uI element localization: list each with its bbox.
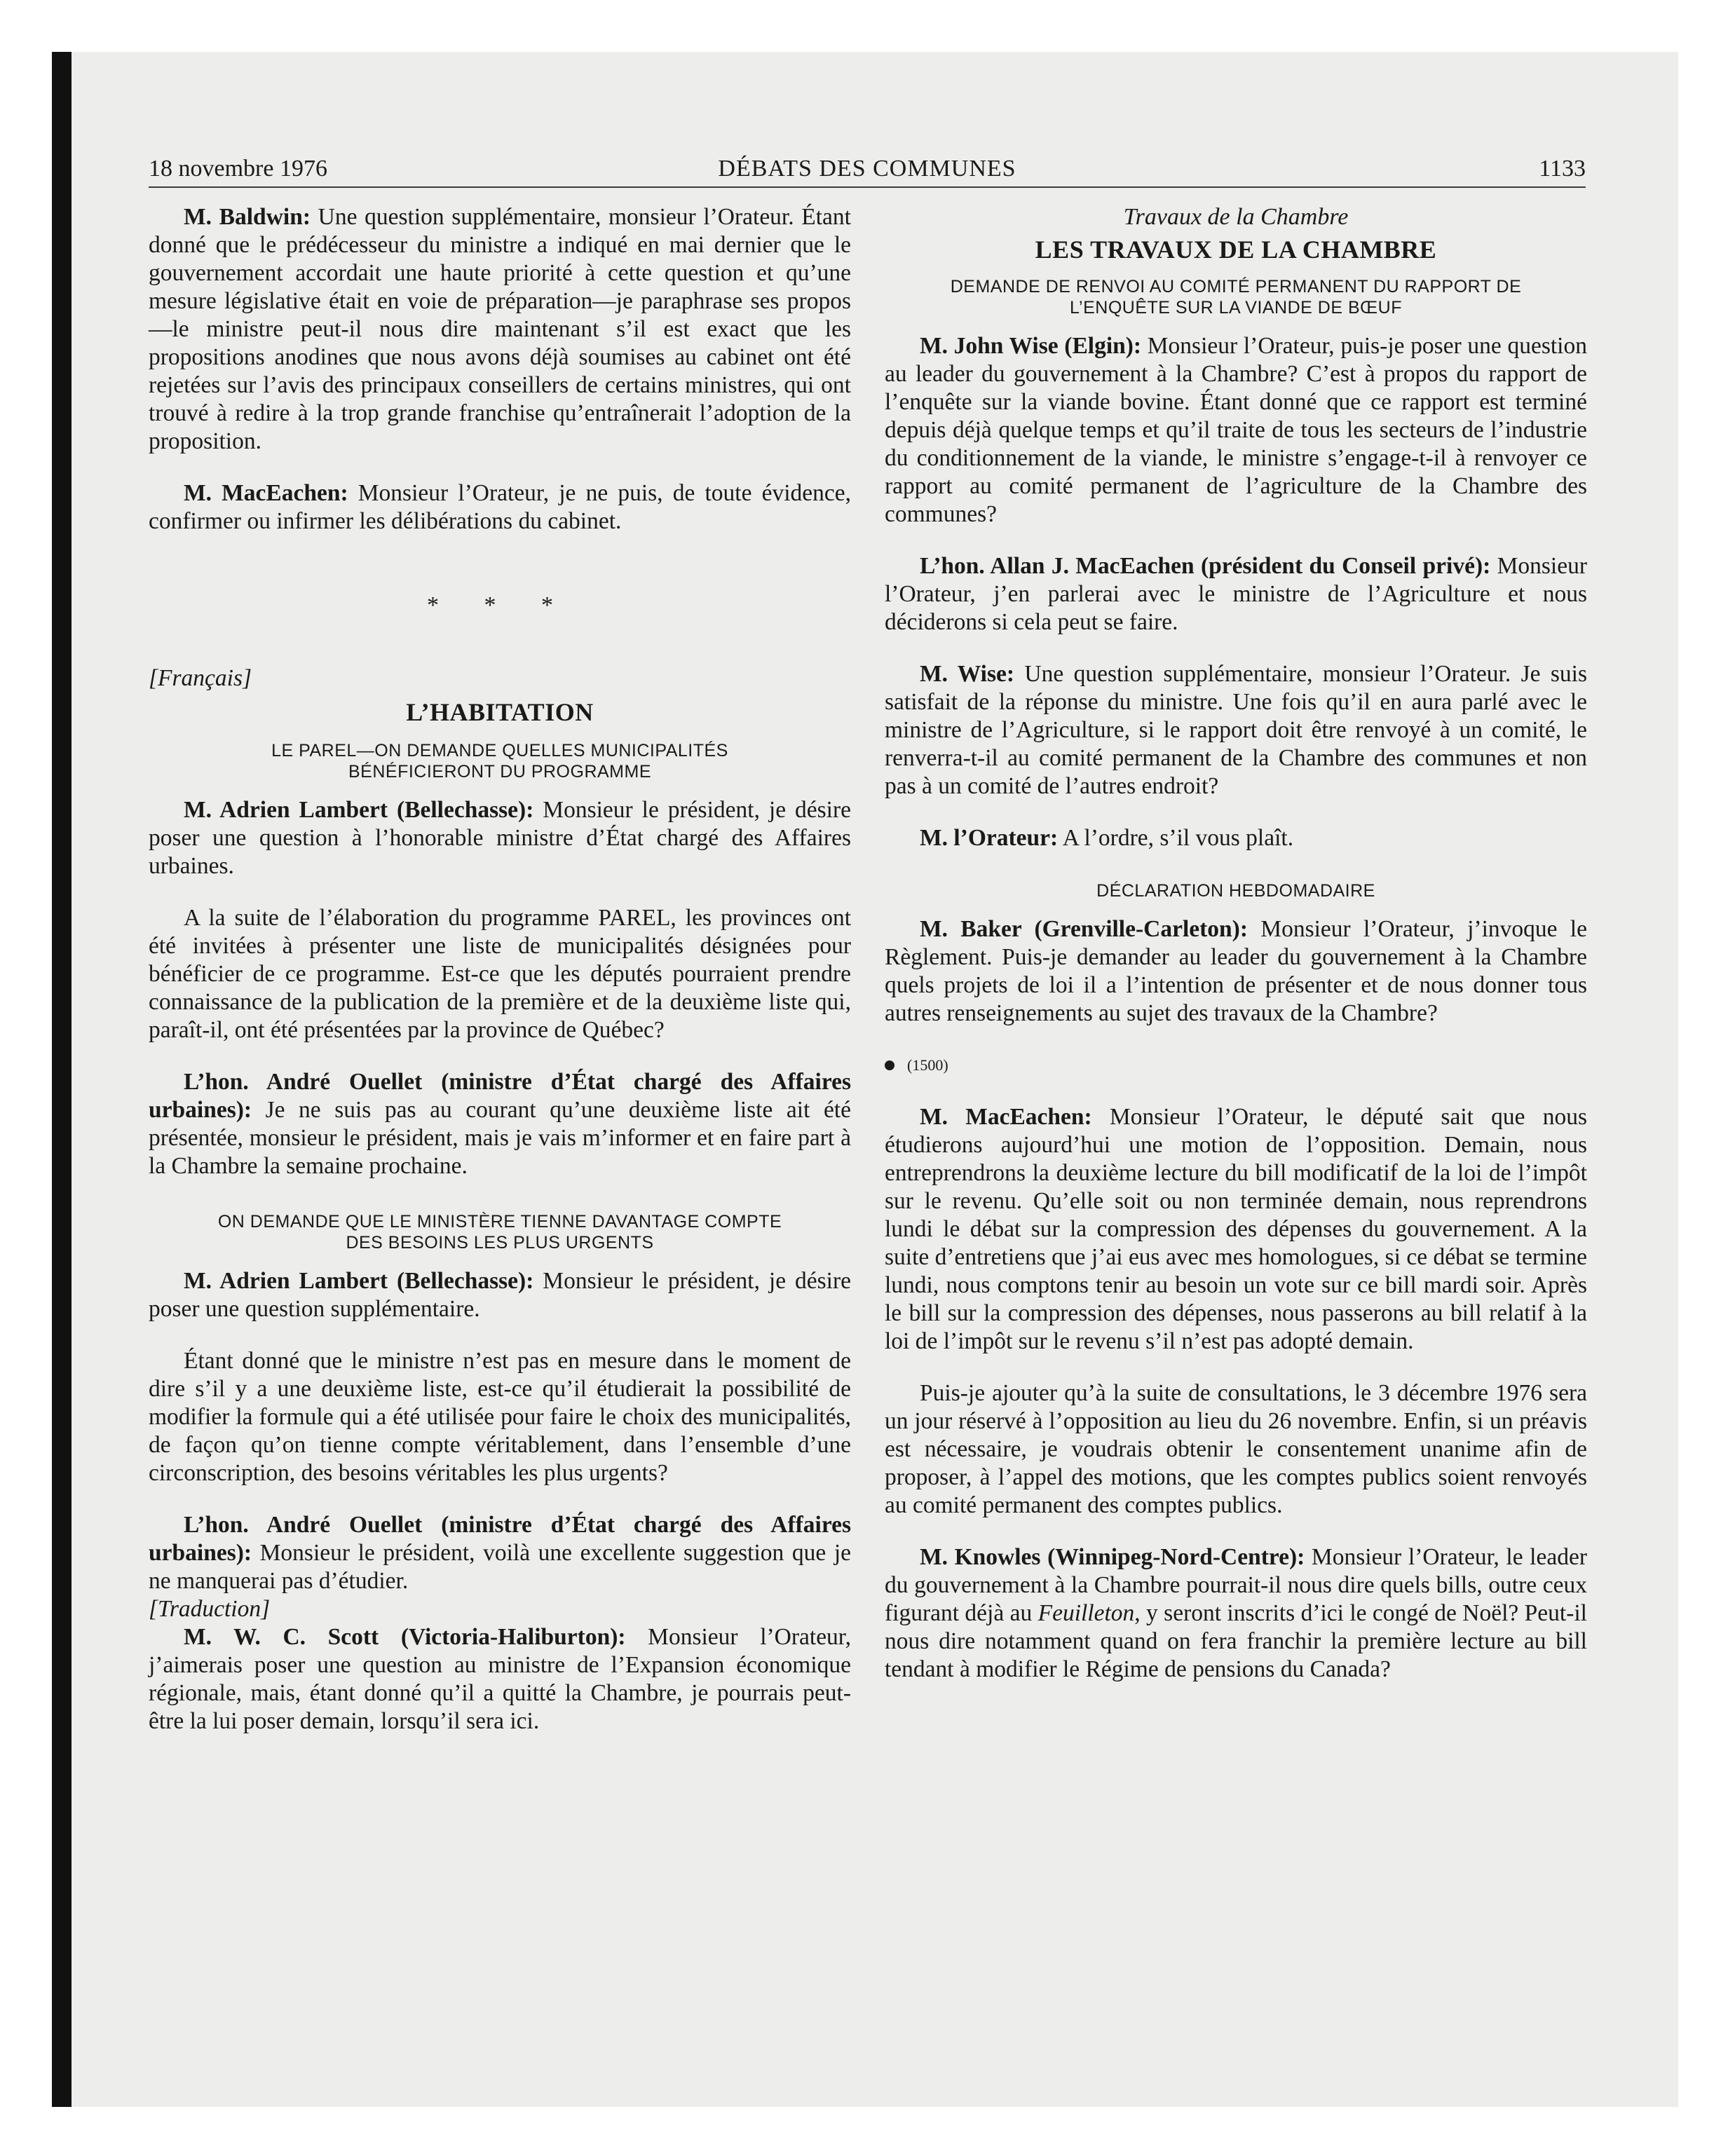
speech-text: Monsieur l’Orateur, puis-je poser une question au leader du gouvernement à la Chambre? C’est à propos du rapport de l’enquête sur la viande bovine. Étant donné que ce rapport est terminé depuis déjà quelque temps et qu’il traite de tous les secteurs de l’industrie du conditionnement de la viande, le ministre s’engage-t-il à renvoyer ce rapport au comité permanent de l’agriculture de la Chambre des communes? (885, 333, 1587, 527)
speaker: L’hon. André Ouellet (ministre d’État chargé des Affaires urbaines): (149, 1069, 851, 1123)
right-column (885, 203, 1587, 1684)
speaker: L’hon. André Ouellet (ministre d’État chargé des Affaires urbaines): (149, 1512, 851, 1566)
paragraph (885, 552, 1587, 636)
paragraph (149, 796, 851, 880)
language-tag: [Traduction] (149, 1596, 271, 1622)
paragraph: Puis-je ajouter qu’à la suite de consultations, le 3 décembre 1976 sera un jour réservé à l’opposition au lieu du 26 novembre. Enfin, si un préavis est nécessaire, je voudrais obtenir le consentement unanime afin de proposer, à l’appel des motions, que les comptes publics soient renvoyés au comité permanent des comptes publics. (885, 1380, 1587, 1518)
paragraph (885, 1103, 1587, 1356)
paragraph (885, 660, 1587, 800)
speech-text: Monsieur le président, je désire poser une question à l’honorable ministre d’État chargé des Affaires urbaines. (149, 797, 851, 879)
subsection-title-line: L’ENQUÊTE SUR LA VIANDE DE BŒUF (1070, 298, 1402, 318)
speaker: M. Baker (Grenville-Carleton): (920, 916, 1248, 942)
speaker: M. MacEachen: (920, 1104, 1092, 1130)
speech-text: Monsieur l’Orateur, je ne puis, de toute évidence, confirmer ou infirmer les délibérations du cabinet. (149, 480, 851, 534)
subsection-title-line: LE PAREL—ON DEMANDE QUELLES MUNICIPALITÉS (271, 741, 728, 760)
page-header (149, 156, 1586, 188)
speech-text: Monsieur l’Orateur, j’aimerais poser une question au ministre de l’Expansion économique régionale, mais, étant donné qu’il a quitté la Chambre, je pourrais peut-être la lui poser demain, lorsqu’il sera ici. (149, 1624, 851, 1734)
subsection-title-line: BÉNÉFICIERONT DU PROGRAMME (348, 762, 652, 782)
speech-text: Monsieur le président, je désire poser une question supplémentaire. (149, 1268, 851, 1322)
paragraph: Étant donné que le ministre n’est pas en mesure dans le moment de dire s’il y a une deuxième liste, est-ce qu’il étudierait la possibilité de modifier la formule qui a été utilisée pour faire le choix des municipalités, de façon qu’on tienne compte véritablement, dans l’ensemble d’une circonscription, des besoins véritables les plus urgents? (149, 1348, 851, 1486)
section-title: L’HABITATION (406, 698, 594, 726)
speaker: M. Knowles (Winnipeg-Nord-Centre): (920, 1544, 1305, 1570)
paragraph (149, 1623, 851, 1735)
section-title: LES TRAVAUX DE LA CHAMBRE (1035, 236, 1437, 264)
paragraph (885, 1543, 1587, 1684)
speech-text: Une question supplémentaire, monsieur l’Orateur. Étant donné que le prédécesseur du ministre a indiqué en mai dernier que le gouvernement accordait une haute priorité à cette question et qu’une mesure législative était en voie de préparation—je paraphrase ses propos—le ministre peut-il nous dire maintenant s’il est exact que les propositions anodines que nous avons déjà soumises au cabinet ont été rejetées sur l’avis des principaux conseillers de certains ministres, qui ont trouvé à redire à la trop grande franchise qu’entraînerait l’adoption de la proposition. (149, 204, 851, 454)
subsection-title: DÉCLARATION HEBDOMADAIRE (1096, 881, 1375, 901)
paragraph (149, 203, 851, 456)
rubric: Travaux de la Chambre (1123, 204, 1349, 230)
header-page-number: 1133 (1539, 156, 1586, 182)
speaker: L’hon. Allan J. MacEachen (président du Conseil privé): (920, 553, 1491, 579)
subsection-title-line: DEMANDE DE RENVOI AU COMITÉ PERMANENT DU RAPPORT DE (950, 277, 1522, 296)
left-column (149, 203, 851, 1735)
speech-text: Monsieur l’Orateur, le député sait que nous étudierons aujourd’hui une motion de l’opposition. Demain, nous entreprendrons la deuxième lecture du bill modificatif de la loi de l’impôt sur le revenu. Qu’elle soit ou non terminée demain, nous reprendrons lundi le débat sur la compression des dépenses du gouvernement. A la suite d’entretiens que j’ai eus avec mes homologues, si ce débat se termine lundi, nous comptons tenir au besoin un vote sur ce bill mardi soir. Après le bill sur la compression des dépenses, nous passerons au bill relatif à la loi de l’impôt sur le revenu s’il n’est pas adopté demain. (885, 1104, 1588, 1354)
speaker: M. Baldwin: (184, 204, 311, 230)
paragraph: A la suite de l’élaboration du programme PAREL, les provinces ont été invitées à présenter une liste de municipalités désignées pour bénéficier de ce programme. Est-ce que les députés pourraient prendre connaissance de la publication de la première et de la deuxième liste qui, paraît-il, ont été présentées par la province de Québec? (149, 905, 851, 1043)
language-tag: [Français] (149, 665, 252, 691)
speech-text: Une question supplémentaire, monsieur l’Orateur. Je suis satisfait de la réponse du ministre. Une fois qu’il en aura parlé avec le ministre de l’Agriculture, si le rapport doit être renvoyé à un comité, le renverra-t-il au comité permanent de la Chambre des communes et non pas à un comité de l’autres endroit? (885, 661, 1587, 799)
speech-text: , y seront inscrits d’ici le congé de Noël? Peut-il nous dire notamment quand on fera franchir la première lecture au bill tendant à modifier le Régime de pensions du Canada? (885, 1600, 1587, 1682)
bullet-icon (885, 1060, 894, 1070)
paragraph (885, 824, 1587, 852)
paragraph (149, 479, 851, 535)
time-marker-text: (1500) (907, 1056, 948, 1074)
time-marker (885, 1051, 1587, 1079)
speech-text: Monsieur l’Orateur, le leader du gouvernement à la Chambre pourrait-il nous dire quels bills, outre ceux figurant déjà au (885, 1544, 1588, 1626)
subsection-title-line: DES BESOINS LES PLUS URGENTS (346, 1233, 654, 1253)
speech-text: Monsieur l’Orateur, j’invoque le Règlement. Puis-je demander au leader du gouvernement à la Chambre quels projets de loi il a l’intention de présenter et de nous donner tous autres renseignements au sujet des travaux de la Chambre? (885, 916, 1587, 1026)
paragraph (885, 915, 1587, 1028)
speaker: M. John Wise (Elgin): (920, 333, 1142, 359)
italic-title: Feuilleton (1037, 1600, 1135, 1626)
binding-edge (52, 52, 72, 2107)
paragraph (885, 332, 1587, 528)
speaker: M. Wise: (920, 661, 1015, 687)
speech-text: Monsieur le président, voilà une excellente suggestion que je ne manquerai pas d’étudier. (149, 1540, 851, 1594)
header-date: 18 novembre 1976 (149, 156, 327, 182)
speaker: M. Adrien Lambert (Bellechasse): (184, 797, 534, 823)
speaker: M. W. C. Scott (Victoria-Haliburton): (184, 1624, 626, 1650)
speaker: M. Adrien Lambert (Bellechasse): (184, 1268, 534, 1294)
paragraph (149, 1068, 851, 1180)
speaker: M. l’Orateur: (920, 825, 1059, 851)
speaker: M. MacEachen: (184, 480, 348, 506)
speech-text: Monsieur l’Orateur, j’en parlerai avec le ministre de l’Agriculture et nous déciderons si cela peut se faire. (885, 553, 1588, 635)
speech-text: Je ne suis pas au courant qu’une deuxième liste ait été présentée, monsieur le président, mais je vais m’informer et en faire part à la Chambre la semaine prochaine. (149, 1097, 851, 1179)
header-title: DÉBATS DES COMMUNES (718, 156, 1016, 182)
section-separator: * * * (427, 592, 573, 618)
paragraph (149, 1511, 851, 1595)
subsection-title-line: ON DEMANDE QUE LE MINISTÈRE TIENNE DAVANTAGE COMPTE (217, 1212, 782, 1231)
speech-text: A l’ordre, s’il vous plaît. (1058, 825, 1294, 851)
paragraph (149, 1267, 851, 1323)
